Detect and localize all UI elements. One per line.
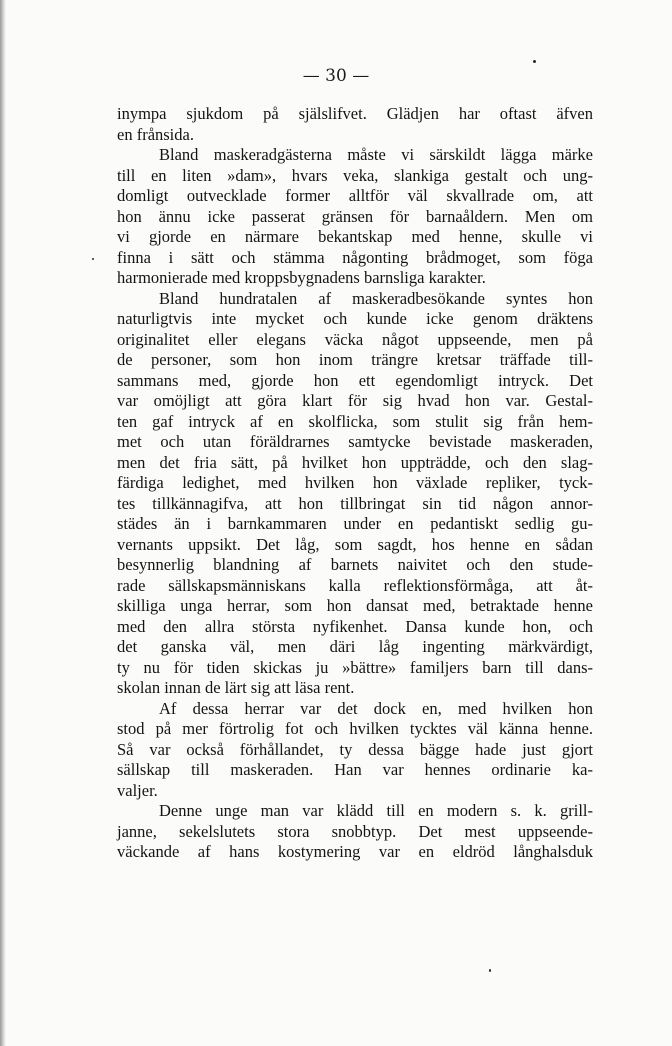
text-line: janne, sekelslutets stora snobbtyp. Det mest uppseende- bbox=[117, 821, 593, 841]
text-line: men det fria sätt, på hvilket hon uppträdde, och den slag- bbox=[117, 452, 593, 472]
text-line: skolan innan de lärt sig att läsa rent. bbox=[117, 678, 355, 697]
body-text bbox=[117, 104, 593, 863]
text-line: sammans med, gjorde hon ett egendomligt intryck. Det bbox=[117, 370, 593, 390]
text-line: stod på mer förtrolig fot och hvilken tycktes väl känna henne. bbox=[117, 719, 593, 738]
text-line: tes tillkännagifva, att hon tillbringat sin tid någon annor- bbox=[117, 493, 593, 513]
text-line: städes än i barnkammaren under en pedantiskt sedlig gu- bbox=[117, 514, 593, 533]
text-line: Af dessa herrar var det dock en, med hvilken hon bbox=[159, 698, 593, 718]
text-line: var omöjligt att göra klart för sig hvad hon var. Gestal- bbox=[117, 391, 593, 410]
text-line: valjer. bbox=[117, 780, 158, 800]
text-line: med den allra största nyfikenhet. Dansa kunde hon, och bbox=[117, 616, 593, 636]
text-line: Denne unge man var klädd till en modern s. k. grill- bbox=[159, 801, 593, 820]
text-line: till en liten »dam», hvars veka, slankiga gestalt och ung- bbox=[117, 165, 593, 185]
text-line: det ganska väl, men däri låg ingenting märkvärdigt, bbox=[117, 637, 593, 656]
page-number: — 30 — bbox=[302, 66, 370, 86]
text-line: väckande af hans kostymering var en eldröd långhalsduk bbox=[117, 842, 593, 861]
text-line: skilliga unga herrar, som hon dansat med, betraktade henne bbox=[117, 596, 593, 615]
text-line: en frånsida. bbox=[117, 124, 194, 144]
ink-speck bbox=[533, 60, 536, 63]
text-line: domligt outvecklade former alltför väl skvallrade om, att bbox=[117, 186, 593, 205]
text-line: harmonierade med kroppsbygnadens barnsliga karakter. bbox=[117, 268, 486, 287]
text-line: naturligtvis inte mycket och kunde icke genom dräktens bbox=[117, 309, 593, 328]
text-line: vernants uppsikt. Det låg, som sagdt, hos henne en sådan bbox=[117, 534, 593, 554]
ink-speck bbox=[489, 969, 491, 972]
text-line: met och utan föräldrarnes samtycke bevistade maskeraden, bbox=[117, 432, 593, 451]
text-line: Bland maskeradgästerna måste vi särskildt lägga märke bbox=[159, 145, 593, 164]
text-line: Bland hundratalen af maskeradbesökande syntes hon bbox=[159, 288, 593, 308]
text-line: besynnerlig blandning af barnets naivitet och den stude- bbox=[117, 555, 593, 574]
text-line: finna i sätt och stämma någonting brådmoget, som föga bbox=[117, 247, 593, 267]
text-line: vi gjorde en närmare bekantskap med henne, skulle vi bbox=[117, 227, 593, 246]
scan-edge-shadow bbox=[0, 0, 6, 1046]
text-line: Så var också förhållandet, ty dessa bägge hade just gjort bbox=[117, 739, 593, 759]
text-line: färdiga ledighet, med hvilken hon växlade repliker, tyck- bbox=[117, 473, 593, 492]
text-line: rade sällskapsmänniskans kalla reflektionsförmåga, att åt- bbox=[117, 575, 593, 595]
text-line: ty nu för tiden skickas ju »bättre» familjers barn till dans- bbox=[117, 657, 593, 677]
text-line: hon ännu icke passerat gränsen för barnaåldern. Men om bbox=[117, 206, 593, 226]
text-line: de personer, som hon inom trängre kretsar träffade till- bbox=[117, 350, 593, 369]
text-line: originalitet eller elegans väcka något uppseende, men på bbox=[117, 329, 593, 349]
ink-speck bbox=[92, 258, 94, 260]
text-line: inympa sjukdom på själslifvet. Glädjen har oftast äfven bbox=[117, 104, 593, 123]
text-line: sällskap till maskeraden. Han var hennes ordinarie ka- bbox=[117, 760, 593, 779]
text-line: ten gaf intryck af en skolflicka, som stulit sig från hem- bbox=[117, 411, 593, 431]
